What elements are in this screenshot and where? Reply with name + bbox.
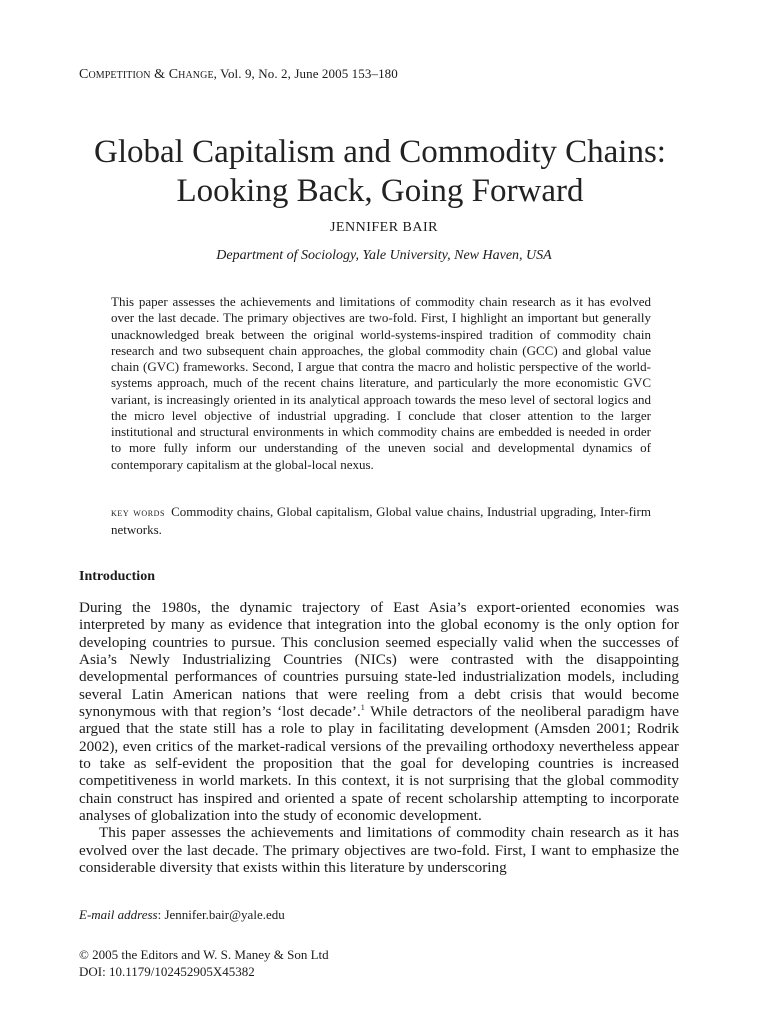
paragraph: This paper assesses the achievements and limitations of commodity chain research as it has evolved over the last decade. The primary objectives are two-fold. First, I want to emphasize the considerable diversity that exists within this literature by underscoring [79,824,679,877]
section-heading: Introduction [79,569,155,584]
keywords-label: key words [111,505,166,519]
email-label: E-mail address [79,907,158,922]
keywords-text: Commodity chains, Global capitalism, Global value chains, Industrial upgrading, Inter-firm networks. [111,504,651,537]
author-email [79,907,285,923]
body-text [79,599,679,877]
abstract: This paper assesses the achievements and limitations of commodity chain research as it has evolved over the last decade. The primary objectives are two-fold. First, I highlight an important but generally unacknowledged break between the original world-systems-inspired tradition of commodity chain research and two subsequent chain approaches, the global commodity chain (GCC) and global value chain (GVC) frameworks. Second, I argue that contra the macro and holistic perspective of the world-systems approach, much of the recent chains literature, and particularly the more economistic GVC variant, is increasingly oriented in its analytical approach towards the meso level of sectoral logics and the micro level objective of industrial upgrading. I conclude that closer attention to the larger institutional and structural environments in which commodity chains are embedded is needed in order to more fully inform our understanding of the uneven social and developmental dynamics of contemporary capitalism at the global-local nexus. [111,294,651,472]
copyright-notice: © 2005 the Editors and W. S. Maney & Son Ltd [79,947,329,962]
copyright-block [79,946,329,980]
article-title: Global Capitalism and Commodity Chains: Looking Back, Going Forward [94,134,666,209]
footnote-marker[interactable]: 1 [360,703,365,712]
journal-details: , Vol. 9, No. 2, June 2005 153–180 [213,66,398,81]
paragraph-text: While detractors of the neoliberal paradigm have argued that the state still has a role to play in facilitating development (Amsden 2001; Rodrik 2002), even critics of the market-radical versions of the prevailing orthodoxy nevertheless appear to take as self-evident the proposition that the goal for developing countries is increased competitiveness in world markets. In this context, it is not surprising that the global commodity chain construct has inspired and oriented a spate of recent scholarship attempting to incorporate analyses of globalization into the study of economic development. [79,703,679,825]
journal-citation [79,66,398,83]
keywords [111,503,651,538]
journal-name: Competition & Change [79,67,214,82]
email-value: : Jennifer.bair@yale.edu [157,907,285,922]
author-affiliation: Department of Sociology, Yale University, New Haven, USA [216,248,552,263]
paragraph [79,599,679,824]
doi: DOI: 10.1179/102452905X45382 [79,964,255,979]
article-author: JENNIFER BAIR [329,220,438,235]
paragraph-text: During the 1980s, the dynamic trajectory of East Asia’s export-oriented economies was interpreted by many as evidence that integration into the global economy is the only option for developing countries to pursue. This conclusion seemed especially valid when the successes of Asia’s Newly Industrializing Countries (NICs) were contrasted with the disappointing developmental performances of countries pursuing state-led industrialization models, including several Latin American nations that were reeling from a debt crisis that would become synonymous with that region’s ‘lost decade’. [79,599,679,721]
